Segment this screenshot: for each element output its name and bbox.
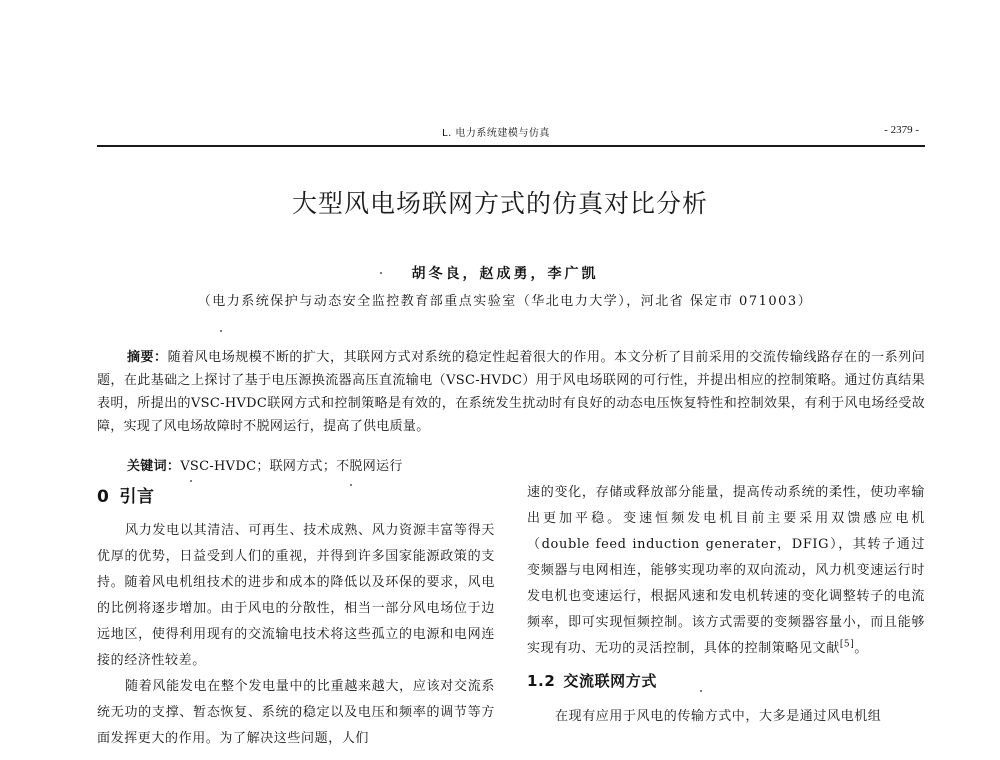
keywords bbox=[127, 455, 403, 474]
paper-affiliation: （电力系统保护与动态安全监控教育部重点实验室（华北电力大学），河北省 保定市 071003） bbox=[197, 294, 813, 309]
keywords-text: VSC-HVDC；联网方式；不脱网运行 bbox=[180, 459, 403, 474]
section-heading-introduction bbox=[97, 484, 495, 510]
citation-ref: [5] bbox=[839, 639, 855, 650]
abstract-paragraph bbox=[97, 346, 925, 438]
abstract bbox=[97, 346, 925, 438]
header-rule bbox=[97, 145, 925, 147]
right-paragraph-2: 在现有应用于风电的传输方式中，大多是通过风电机组 bbox=[555, 709, 882, 724]
header-section-title: L. 电力系统建模与仿真 bbox=[442, 128, 550, 139]
subsection-title: 交流联网方式 bbox=[563, 672, 657, 690]
intro-paragraph-1: 风力发电以其清洁、可再生、技术成熟、风力资源丰富等得天优厚的优势，日益受到人们的重视，并得到许多国家能源政策的支持。随着风电机组技术的进步和成本的降低以及环保的要求，风电的比例将逐步增加。由于风电的分散性，相当一部分风电场位于边远地区，使得利用现有的交流输电技术将这些孤立的电源和电网连接的经济性较差。 bbox=[97, 523, 495, 668]
section-title: 引言 bbox=[119, 487, 155, 507]
scan-speck bbox=[380, 272, 382, 274]
section-number: 0 bbox=[97, 487, 110, 507]
right-paragraph-1-text: 速的变化，存储或释放部分能量，提高传动系统的柔性，使功率输出更加平稳。变速恒频发电机目前主要采用双馈感应电机（double feed induction generater，DFIG），其转子通过变频器与电网相连，能够实现功率的双向流动，风力机变速运行时发电机也变速运行，根据风速和发电机转速的变化调整转子的电流频率，即可实现恒频控制。该方式需要的变频器容量小，而且能够实现有功、无功的灵活控制，具体的控制策略见文献 bbox=[527, 485, 925, 656]
paper-authors: 胡冬良，赵成勇，李广凯 bbox=[411, 266, 599, 282]
left-column bbox=[97, 480, 495, 752]
running-header bbox=[97, 124, 925, 140]
scan-speck bbox=[220, 330, 222, 332]
right-paragraph-1-end: 。 bbox=[854, 641, 868, 656]
right-paragraph-1 bbox=[527, 480, 925, 662]
scan-speck bbox=[350, 484, 352, 486]
scan-speck bbox=[700, 690, 702, 692]
subsection-number: 1.2 bbox=[527, 672, 556, 690]
abstract-label: 摘要： bbox=[127, 350, 168, 365]
keywords-label: 关键词： bbox=[127, 459, 181, 474]
scan-speck bbox=[190, 480, 192, 482]
subsection-heading-ac-connection bbox=[527, 668, 925, 694]
abstract-text: 随着风电场规模不断的扩大，其联网方式对系统的稳定性起着很大的作用。本文分析了目前采用的交流传输线路存在的一系列问题，在此基础之上探讨了基于电压源换流器高压直流输电（VSC-HVDC）用于风电场联网的可行性，并提出相应的控制策略。通过仿真结果表明，所提出的VSC-HVDC联网方式和控制策略是有效的，在系统发生扰动时有良好的动态电压恢复特性和控制效果，有利于风电场经受故障，实现了风电场故障时不脱网运行，提高了供电质量。 bbox=[97, 350, 925, 434]
intro-paragraph-2: 随着风能发电在整个发电量中的比重越来越大，应该对交流系统无功的支撑、暂态恢复、系统的稳定以及电压和频率的调节等方面发挥更大的作用。为了解决这些问题，人们 bbox=[97, 679, 495, 746]
right-column bbox=[527, 480, 925, 730]
paper-title: 大型风电场联网方式的仿真对比分析 bbox=[291, 189, 708, 218]
header-page-number: - 2379 - bbox=[884, 124, 919, 136]
